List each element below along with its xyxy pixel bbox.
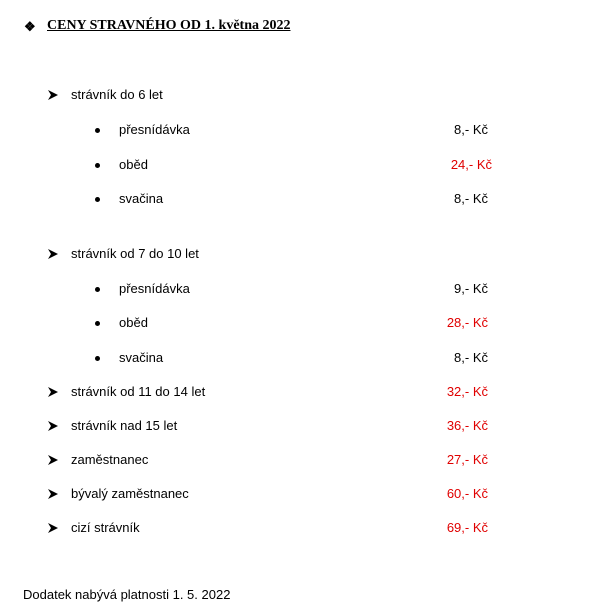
item-price: 8,- Kč — [454, 350, 488, 365]
arrow-bullet-icon — [47, 488, 59, 500]
category-row — [0, 383, 601, 401]
category-row — [0, 519, 601, 537]
arrow-bullet-icon — [47, 386, 59, 398]
arrow-bullet-icon — [47, 522, 59, 534]
category-price: 27,- Kč — [446, 452, 488, 467]
item-price: 28,- Kč — [446, 315, 488, 330]
list-item — [0, 156, 601, 174]
dot-bullet-icon — [95, 163, 100, 168]
group-label: strávník od 7 do 10 let — [71, 246, 199, 261]
item-price: 24,- Kč — [450, 157, 492, 172]
item-label: přesnídávka — [119, 122, 190, 137]
item-label: oběd — [119, 315, 148, 330]
arrow-bullet-icon — [47, 454, 59, 466]
item-label: oběd — [119, 157, 148, 172]
list-item — [0, 349, 601, 367]
four-diamond-bullet-icon: ❖ — [24, 18, 36, 34]
dot-bullet-icon — [95, 197, 100, 202]
dot-bullet-icon — [95, 128, 100, 133]
group-label: strávník do 6 let — [71, 87, 163, 102]
item-label: svačina — [119, 191, 164, 206]
list-item — [0, 314, 601, 332]
list-item — [0, 121, 601, 139]
document-title: CENY STRAVNÉHO OD 1. května 2022 — [47, 18, 291, 33]
category-price: 69,- Kč — [446, 520, 488, 535]
arrow-bullet-icon — [47, 420, 59, 432]
list-item — [0, 190, 601, 208]
category-row — [0, 417, 601, 435]
category-label: bývalý zaměstnanec — [71, 486, 189, 501]
list-item — [0, 280, 601, 298]
item-price: 9,- Kč — [454, 281, 488, 296]
dot-bullet-icon — [95, 287, 100, 292]
item-price: 8,- Kč — [454, 122, 488, 137]
category-label: strávník od 11 do 14 let — [71, 384, 206, 399]
category-price: 36,- Kč — [446, 418, 488, 433]
category-label: cizí strávník — [71, 520, 140, 535]
dot-bullet-icon — [95, 356, 100, 361]
footer-note: Dodatek nabývá platnosti 1. 5. 2022 — [23, 587, 231, 602]
group-header-2 — [0, 245, 601, 263]
category-price: 60,- Kč — [446, 486, 488, 501]
arrow-bullet-icon — [47, 89, 59, 101]
arrow-bullet-icon — [47, 248, 59, 260]
item-label: svačina — [119, 350, 164, 365]
item-label: přesnídávka — [119, 281, 190, 296]
dot-bullet-icon — [95, 321, 100, 326]
category-price: 32,- Kč — [446, 384, 488, 399]
document-heading — [24, 18, 290, 34]
category-row — [0, 485, 601, 503]
category-label: strávník nad 15 let — [71, 418, 178, 433]
category-label: zaměstnanec — [71, 452, 149, 467]
item-price: 8,- Kč — [454, 191, 488, 206]
category-row — [0, 451, 601, 469]
group-header-1 — [0, 86, 601, 104]
